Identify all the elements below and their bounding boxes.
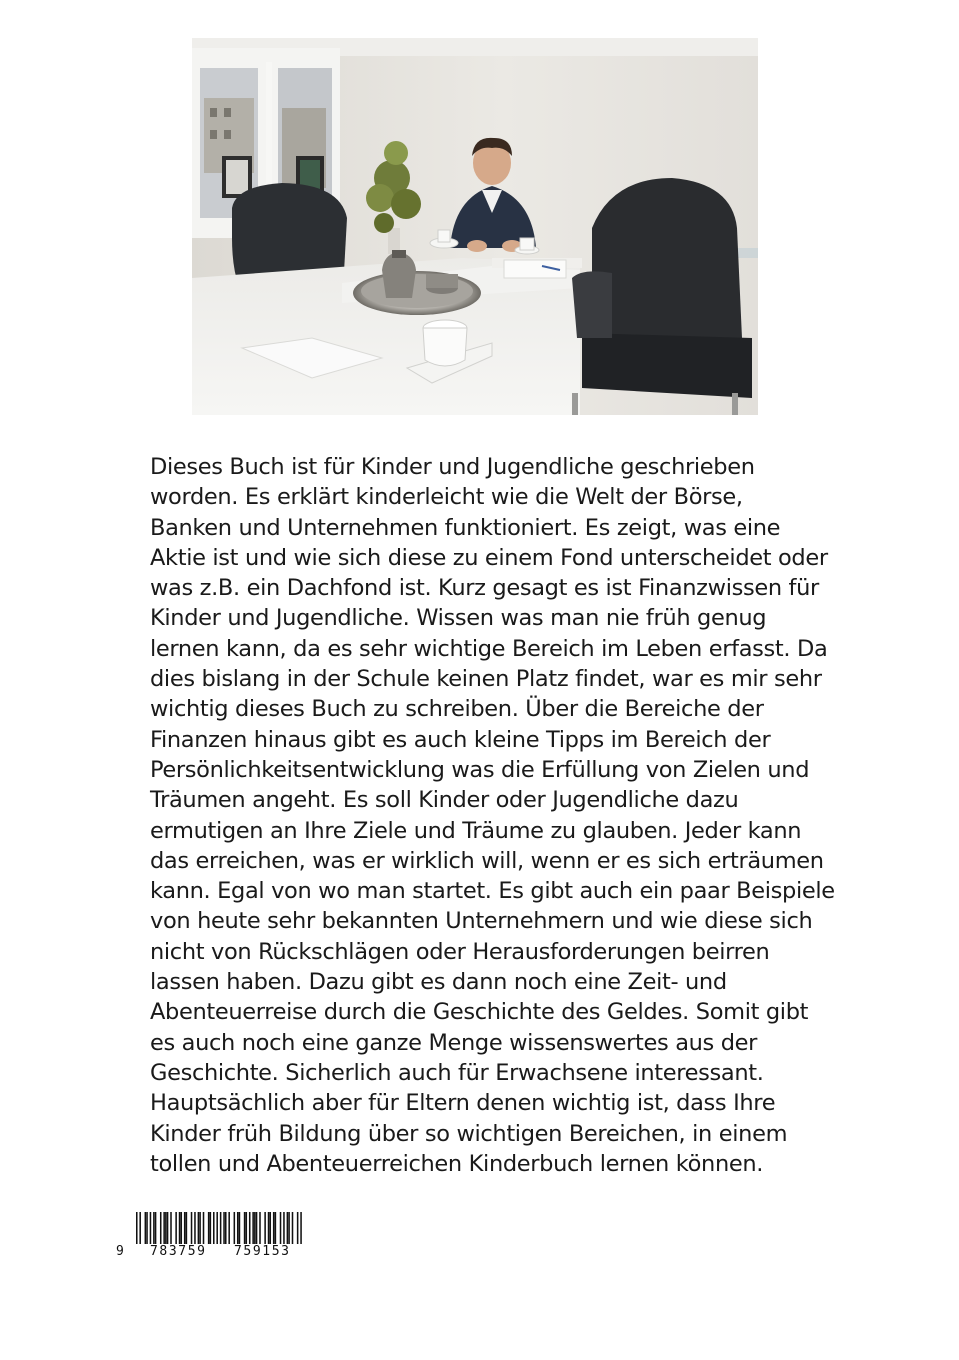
barcode-bar bbox=[254, 1212, 256, 1244]
barcode-bar bbox=[175, 1212, 177, 1244]
barcode-bar bbox=[216, 1212, 218, 1244]
blurb-line: Kinder früh Bildung über so wichtigen Bereichen, in einem bbox=[150, 1120, 788, 1147]
barcode-bar bbox=[287, 1212, 289, 1244]
barcode-bar bbox=[256, 1212, 258, 1244]
barcode-right-digits: 759153 bbox=[234, 1244, 291, 1259]
barcode-bar bbox=[249, 1212, 251, 1244]
blurb-line: tollen und Abenteuerreichen Kinderbuch lernen können. bbox=[150, 1150, 764, 1177]
barcode-bar bbox=[165, 1212, 167, 1244]
blurb-line: von heute sehr bekannten Unternehmern und wie diese sich bbox=[150, 908, 813, 935]
barcode-bar bbox=[184, 1212, 186, 1244]
blurb-line: lassen haben. Dazu gibt es dann noch eine Zeit- und bbox=[150, 969, 727, 996]
barcode-bar bbox=[208, 1212, 210, 1244]
barcode-bar bbox=[210, 1212, 212, 1244]
barcode-bar bbox=[220, 1212, 222, 1244]
barcode-lead-digit: 9 bbox=[116, 1244, 126, 1259]
blurb-text bbox=[150, 452, 840, 1179]
barcode-bar bbox=[292, 1212, 294, 1244]
barcode-left-digits: 783759 bbox=[150, 1244, 207, 1259]
blurb-line: Finanzen hinaus gibt es auch kleine Tipps im Bereich der bbox=[150, 726, 771, 753]
barcode-bar bbox=[269, 1212, 271, 1244]
barcode-bar bbox=[234, 1212, 236, 1244]
barcode-bar bbox=[239, 1212, 241, 1244]
barcode-bar bbox=[223, 1212, 225, 1244]
barcode-bar bbox=[191, 1212, 193, 1244]
barcode-bar bbox=[288, 1212, 290, 1244]
barcode-bar bbox=[228, 1212, 230, 1244]
barcode-bar bbox=[259, 1212, 261, 1244]
barcode-bar bbox=[186, 1212, 188, 1244]
barcode-bar bbox=[153, 1212, 155, 1244]
blurb-line: ermutigen an Ihre Ziele und Träume zu glauben. Jeder kann bbox=[150, 817, 802, 844]
blurb-line: es auch noch eine ganze Menge wissenswertes aus der bbox=[150, 1029, 758, 1056]
barcode-bar bbox=[275, 1212, 277, 1244]
blurb-line: was z.B. ein Dachfond ist. Kurz gesagt es ist Finanzwissen für bbox=[150, 575, 819, 602]
blurb-line: worden. Es erklärt kinderleicht wie die Welt der Börse, bbox=[150, 484, 743, 511]
barcode-bar bbox=[139, 1212, 141, 1244]
barcode-bar bbox=[213, 1212, 215, 1244]
barcode-bar bbox=[145, 1212, 147, 1244]
barcode-bar bbox=[280, 1212, 282, 1244]
barcode-bar bbox=[198, 1212, 200, 1244]
barcode-bar bbox=[264, 1212, 266, 1244]
barcode-bar bbox=[150, 1212, 152, 1244]
blurb-line: Abenteuerreise durch die Geschichte des Geldes. Somit gibt bbox=[150, 999, 809, 1026]
blurb-line: Banken und Unternehmen funktioniert. Es zeigt, was eine bbox=[150, 514, 781, 541]
barcode-bar bbox=[170, 1212, 172, 1244]
blurb-line: Aktie ist und wie sich diese zu einem Fond unterscheidet oder bbox=[150, 544, 828, 571]
barcode-bar bbox=[167, 1212, 169, 1244]
blurb-line: Kinder und Jugendliche. Wissen was man nie früh genug bbox=[150, 605, 767, 632]
barcode-bar bbox=[180, 1212, 182, 1244]
cover-photo bbox=[192, 38, 758, 415]
blurb-line: wichtig dieses Buch zu schreiben. Über die Bereiche der bbox=[150, 696, 764, 723]
barcode-bar bbox=[155, 1212, 157, 1244]
blurb-line: dies bislang in der Schule keinen Platz findet, war es mir sehr bbox=[150, 666, 822, 693]
isbn-barcode bbox=[116, 1212, 306, 1264]
barcode-bar bbox=[283, 1212, 285, 1244]
blurb-line: nicht von Rückschlägen oder Herausforderungen beirren bbox=[150, 938, 770, 965]
blurb-line: Dieses Buch ist für Kinder und Jugendliche geschrieben bbox=[150, 454, 755, 480]
barcode-bar bbox=[160, 1212, 162, 1244]
barcode-bar bbox=[252, 1212, 254, 1244]
barcode-bar bbox=[244, 1212, 246, 1244]
barcode-bar bbox=[194, 1212, 196, 1244]
barcode-bar bbox=[297, 1212, 299, 1244]
barcode-bar bbox=[199, 1212, 201, 1244]
barcode-bar bbox=[225, 1212, 227, 1244]
blurb-line: Träumen angeht. Es soll Kinder oder Jugendliche dazu bbox=[150, 787, 739, 814]
blurb-line: Geschichte. Sicherlich auch für Erwachsene interessant. bbox=[150, 1059, 764, 1086]
barcode-bar bbox=[163, 1212, 165, 1244]
barcode-bars bbox=[136, 1212, 302, 1244]
barcode-bar bbox=[237, 1212, 239, 1244]
blurb-line: kann. Egal von wo man startet. Es gibt auch ein paar Beispiele bbox=[150, 878, 835, 905]
barcode-bar bbox=[273, 1212, 275, 1244]
barcode-bar bbox=[268, 1212, 270, 1244]
barcode-bar bbox=[300, 1212, 302, 1244]
barcode-bar bbox=[246, 1212, 248, 1244]
barcode-bar bbox=[136, 1212, 138, 1244]
blurb-line: Hauptsächlich aber für Eltern denen wichtig ist, dass Ihre bbox=[150, 1090, 776, 1117]
blurb-line: lernen kann, da es sehr wichtige Bereich im Leben erfasst. Da bbox=[150, 635, 828, 662]
blurb-line: Persönlichkeitsentwicklung was die Erfüllung von Zielen und bbox=[150, 756, 810, 783]
barcode-bar bbox=[146, 1212, 148, 1244]
blurb-line: das erreichen, was er wirklich will, wenn er es sich erträumen bbox=[150, 847, 824, 874]
barcode-bar bbox=[203, 1212, 205, 1244]
barcode-bar bbox=[179, 1212, 181, 1244]
